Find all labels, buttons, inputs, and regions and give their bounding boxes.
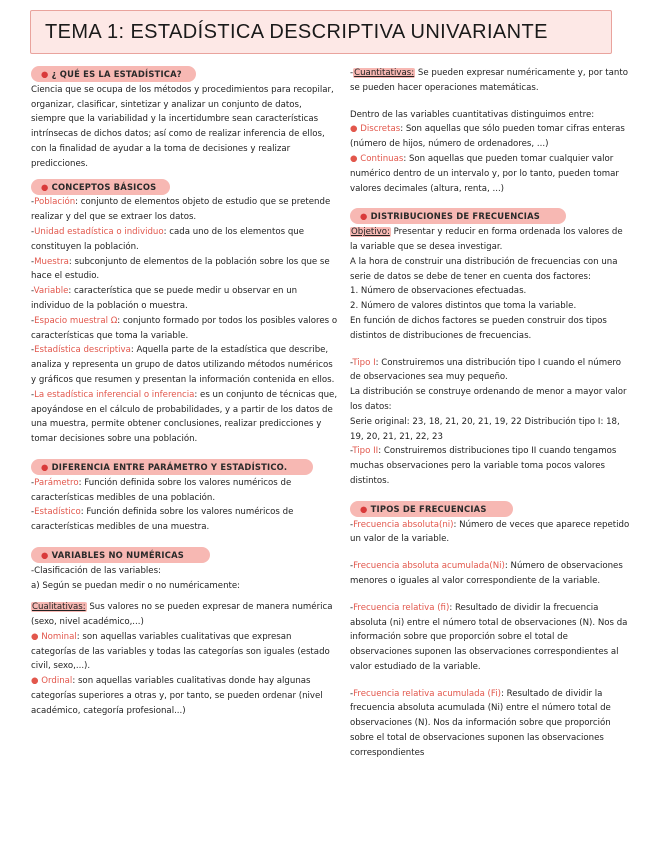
diferencia-text: : Función definida sobre los valores numéricos de características medibles de una población.	[31, 477, 292, 503]
heading-que-es	[31, 66, 196, 82]
cuantitativas-term: Cuantitativas:	[354, 68, 415, 78]
bullet-icon: ●	[41, 181, 52, 192]
tipos-text: : Resultado de dividir la frecuencia absoluta (ni) entre el número total de observaciones (N). Nos da información sobre que proporción sobre el total de observaciones suponen las observaciones correspondientes al valor estudiado de la variable.	[350, 602, 628, 672]
heading-conceptos	[31, 179, 170, 195]
concepto-text: : conjunto formado por todos los posibles valores o características que toma la variable.	[31, 315, 338, 341]
concepto-text: : cada uno de los elementos que constituyen la población.	[31, 226, 305, 252]
distribuciones-f2: 2. Número de valores distintos que toma la variable.	[350, 301, 577, 312]
cualitativas-item	[31, 600, 338, 630]
tipo2-text: : Construiremos distribuciones tipo II cuando tengamos muchas observaciones pero la variable toma pocos valores distintos.	[350, 446, 617, 486]
heading-variables-label: VARIABLES NO NUMÉRICAS	[51, 549, 184, 560]
heading-conceptos-label: CONCEPTOS BÁSICOS	[51, 181, 157, 192]
diferencia-item: -Estadístico: Función definida sobre los valores numéricos de características medibles de una muestra.	[31, 507, 294, 533]
right-column	[350, 66, 630, 761]
tipo1-item: -Tipo I: Construiremos una distribución tipo I cuando el número de observaciones sea muy pequeño.	[350, 357, 621, 383]
cuantitativas-item: -Cuantitativas: Se pueden expresar numéricamente y, por tanto se pueden hacer operaciones matemáticas.	[350, 68, 628, 93]
ordinal-text: : son aquellas variables cualitativas donde hay algunas categorías superiores a otras y, por tanto, se pueden ordenar (nivel académico, categoría profesional...)	[31, 676, 323, 716]
tipos-term: Frecuencia relativa (fi)	[353, 602, 450, 613]
variables-intro1: -Clasificación de las variables:	[31, 565, 161, 576]
nominal-item	[31, 630, 338, 674]
tipos-item: -Frecuencia relativa (fi): Resultado de dividir la frecuencia absoluta (ni) entre el número total de observaciones (N). Nos da información sobre que proporción sobre el total de observaciones suponen las observaciones correspondientes al valor estudiado de la variable.	[350, 602, 628, 672]
distribuciones-f1: 1. Número de observaciones efectuadas.	[350, 286, 527, 297]
concepto-item: -Variable: característica que se puede medir u observar en un individuo de la población o muestra.	[31, 286, 298, 311]
concepto-item: -Muestra: subconjunto de elementos de la población sobre los que se hace el estudio.	[31, 256, 330, 282]
cuantitativas-text: Se pueden expresar numéricamente y, por tanto se pueden hacer operaciones matemáticas.	[350, 68, 628, 93]
heading-diferencia-label: DIFERENCIA ENTRE PARÁMETRO Y ESTADÍSTICO.	[51, 461, 288, 472]
heading-distribuciones-label: DISTRIBUCIONES DE FRECUENCIAS	[370, 211, 540, 222]
que-es-text: Ciencia que se ocupa de los métodos y procedimientos para recopilar, organizar, clasificar, sintetizar y analizar un conjunto de datos, siempre que la variabilidad y la incertidumbre sean características intrínsecas de dichos datos; así como de realizar inferencia de ellos, con la finalidad de ayudar a la toma de decisiones y realizar predicciones.	[31, 84, 334, 169]
ordinal-item	[31, 674, 338, 718]
bullet-icon: ●	[41, 69, 52, 79]
tipos-text: : Número de observaciones menores o iguales al valor correspondiente de la variable.	[350, 561, 623, 586]
tipo2-item: -Tipo II: Construiremos distribuciones tipo II cuando tengamos muchas observaciones pero la variable toma pocos valores distintos.	[350, 446, 617, 486]
nominal-term: Nominal	[41, 631, 77, 642]
heading-que-es-label: ¿ QUÉ ES LA ESTADÍSTICA?	[51, 69, 182, 79]
left-column	[31, 66, 338, 719]
tipos-item: -Frecuencia relativa acumulada (Fi): Resultado de dividir la frecuencia absoluta acumulada (Ni) entre el número total de observaciones (N). Nos da información sobre que proporción sobre el total de observaciones suponen las observaciones correspondientes	[350, 688, 611, 758]
bullet-icon: ●	[350, 124, 361, 135]
page-title: TEMA 1: ESTADÍSTICA DESCRIPTIVA UNIVARIANTE	[45, 20, 548, 43]
discretas-item	[350, 122, 630, 152]
concepto-term: Población	[34, 197, 76, 208]
discretas-text: : Son aquellas que sólo pueden tomar cifras enteras (número de hijos, número de ordenadores, ...)	[350, 124, 625, 150]
concepto-item: -Espacio muestral Ω: conjunto formado por todos los posibles valores o características que toma la variable.	[31, 315, 338, 341]
diferencia-term: Estadístico	[34, 507, 81, 518]
bullet-icon: ●	[360, 211, 371, 222]
concepto-term: Unidad estadística o individuo	[34, 226, 164, 237]
bullet-icon: ●	[31, 631, 42, 642]
ordinal-term: Ordinal	[41, 676, 73, 687]
objetivo-text: Presentar y reducir en forma ordenada los valores de la variable que se desea investigar.	[350, 227, 623, 252]
cualitativas-text: Sus valores no se pueden expresar de manera numérica (sexo, nivel académico,...)	[31, 602, 333, 628]
diferencia-text: : Función definida sobre los valores numéricos de características medibles de una muestra.	[31, 507, 294, 533]
concepto-item: -Población: conjunto de elementos objeto de estudio que se pretende realizar y del que se extraer los datos.	[31, 197, 331, 223]
bullet-icon: ●	[360, 503, 371, 514]
concepto-term: Estadística descriptiva	[34, 345, 131, 356]
objetivo-item	[350, 225, 630, 255]
continuas-text: : Son aquellas que pueden tomar cualquier valor numérico dentro de un intervalo y, por lo tanto, pueden tomar valores decimales (altura, renta, ...)	[350, 153, 619, 194]
diferencia-item: -Parámetro: Función definida sobre los valores numéricos de características medibles de una población.	[31, 477, 292, 503]
heading-variables	[31, 547, 210, 563]
heading-tipos-label: TIPOS DE FRECUENCIAS	[370, 503, 487, 514]
title-box	[30, 10, 612, 54]
tipo1-term: Tipo I	[352, 357, 376, 368]
objetivo-term: Objetivo:	[351, 227, 390, 238]
heading-tipos	[350, 501, 513, 517]
tipos-term: Frecuencia relativa acumulada (Fi)	[353, 688, 501, 699]
heading-distribuciones	[350, 208, 566, 224]
concepto-term: Espacio muestral Ω	[34, 315, 118, 326]
concepto-item: -Estadística descriptiva: Aquella parte de la estadística que describe, analiza y representa un grupo de datos utilizando métodos numéricos y gráficos que resumen y presentan la información contenida en ellos.	[31, 345, 335, 385]
concepto-item: -Unidad estadística o individuo: cada uno de los elementos que constituyen la población.	[31, 226, 305, 252]
tipos-term: Frecuencia absoluta acumulada(Ni)	[353, 561, 505, 572]
concepto-item: -La estadística inferencial o inferencia: es un conjunto de técnicas que, apoyándose en el cálculo de probabilidades, y a partir de los datos de una muestra, permite obtener conclusiones, realizar predicciones y tomar decisiones sobre una población.	[31, 389, 338, 445]
serie-text: Serie original: 23, 18, 21, 20, 21, 19, 22 Distribución tipo I: 18, 19, 20, 21, 21, 22, 23	[350, 416, 620, 442]
concepto-text: : es un conjunto de técnicas que, apoyándose en el cálculo de probabilidades, y a partir de los datos de una muestra, permite obtener conclusiones, realizar predicciones y tomar decisiones sobre una población.	[31, 389, 338, 445]
cuantitativas-intro: Dentro de las variables cuantitativas distinguimos entre:	[350, 109, 595, 120]
bullet-icon: ●	[41, 549, 52, 560]
variables-intro2: a) Según se puedan medir o no numéricamente:	[31, 580, 241, 591]
discretas-term: Discretas	[360, 124, 401, 135]
concepto-text: : subconjunto de elementos de la población sobre los que se hace el estudio.	[31, 256, 330, 282]
distribuciones-line3: En función de dichos factores se pueden construir dos tipos distintos de distribuciones de frecuencias.	[350, 315, 607, 341]
tipos-item: -Frecuencia absoluta acumulada(Ni): Número de observaciones menores o iguales al valor correspondiente de la variable.	[350, 561, 623, 586]
diferencia-term: Parámetro	[34, 477, 79, 488]
concepto-text: : Aquella parte de la estadística que describe, analiza y representa un grupo de datos utilizando métodos numéricos y gráficos que resumen y presentan la información contenida en ellos.	[31, 345, 335, 385]
distribuciones-line2: A la hora de construir una distribución de frecuencias con una serie de datos se debe de tener en cuenta dos factores:	[350, 256, 618, 282]
concepto-term: La estadística inferencial o inferencia	[34, 389, 195, 400]
bullet-icon: ●	[41, 461, 52, 472]
bullet-icon: ●	[31, 676, 42, 687]
continuas-term: Continuas	[360, 153, 404, 164]
tipo2-term: Tipo II	[352, 446, 379, 457]
concepto-term: Variable	[33, 286, 69, 297]
tipos-term: Frecuencia absoluta(ni)	[353, 519, 454, 530]
concepto-text: : característica que se puede medir u observar en un individuo de la población o muestra.	[31, 286, 298, 311]
nominal-text: : son aquellas variables cualitativas que expresan categorías de las variables y todas las categorías son iguales (estado civil, sexo,...).	[31, 631, 330, 672]
heading-diferencia	[31, 459, 313, 475]
cualitativas-term: Cualitativas:	[32, 602, 86, 613]
tipo1-extra: La distribución se construye ordenando de menor a mayor valor los datos:	[350, 387, 627, 412]
bullet-icon: ●	[350, 153, 361, 164]
tipos-text: : Número de veces que aparece repetido un valor de la variable.	[350, 519, 630, 545]
concepto-term: Muestra	[34, 256, 69, 267]
tipo1-text: : Construiremos una distribución tipo I cuando el número de observaciones sea muy pequeño.	[350, 357, 621, 383]
tipos-item: -Frecuencia absoluta(ni): Número de veces que aparece repetido un valor de la variable.	[350, 519, 630, 545]
tipos-text: : Resultado de dividir la frecuencia absoluta acumulada (Ni) entre el número total de observaciones (N). Nos da información sobre que proporción sobre el total de observaciones suponen las observaciones correspondientes	[350, 688, 611, 758]
concepto-text: : conjunto de elementos objeto de estudio que se pretende realizar y del que se extraer los datos.	[31, 197, 331, 223]
continuas-item	[350, 152, 630, 196]
